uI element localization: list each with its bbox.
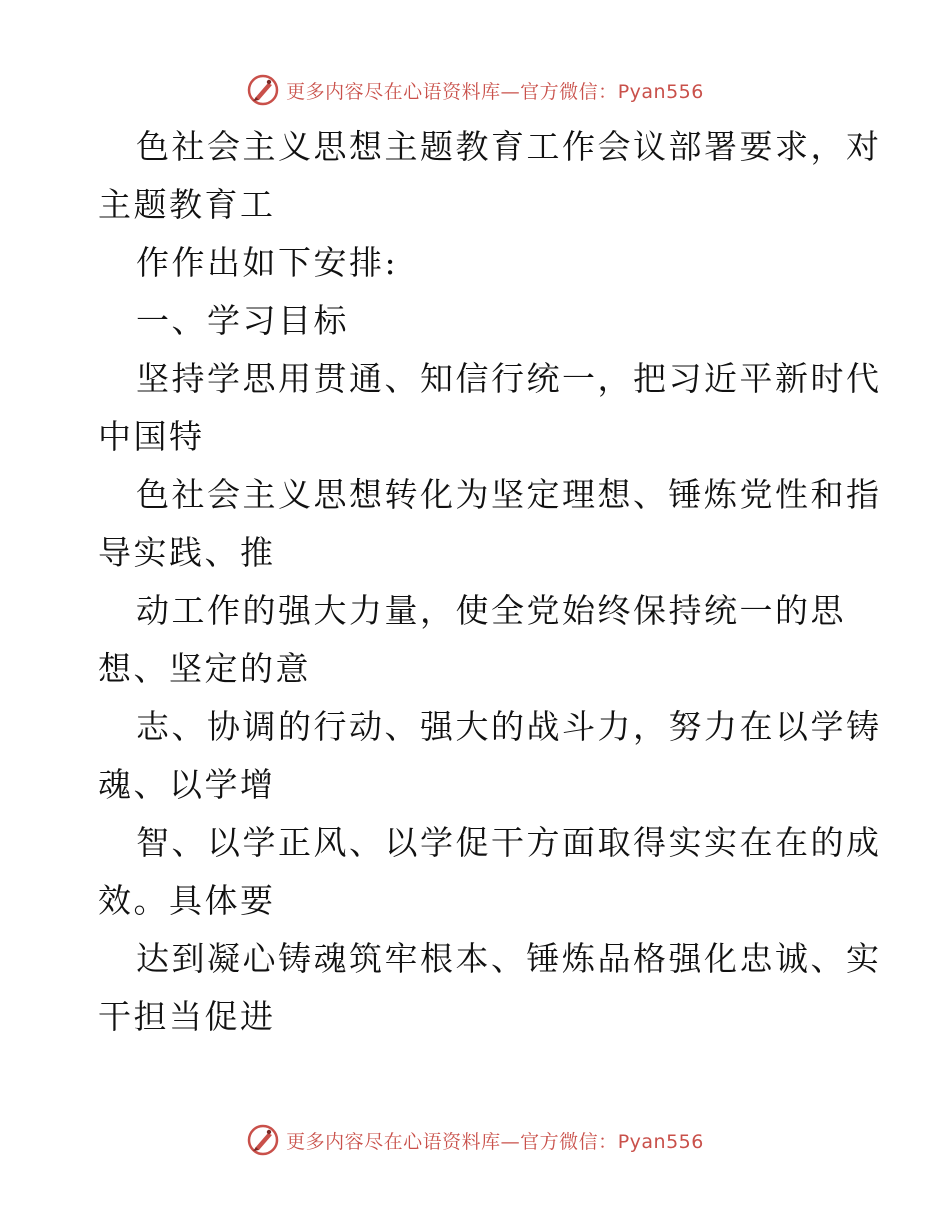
body-line: 魂、以学增 xyxy=(98,765,276,804)
body-line: 智、以学正风、以学促干方面取得实实在在的成 xyxy=(136,823,882,862)
body-line: 动工作的强大力量，使全党始终保持统一的思 xyxy=(136,591,846,630)
header-site-name: 更多内容尽在心语资料库 xyxy=(286,80,501,103)
body-line: 导实践、推 xyxy=(98,533,276,572)
quill-pen-logo-icon xyxy=(246,1123,280,1157)
body-line: 色社会主义思想主题教育工作会议部署要求，对 xyxy=(136,127,882,166)
footer-banner xyxy=(0,1120,950,1160)
header-banner xyxy=(0,70,950,110)
footer-wechat-label: 官方微信： xyxy=(520,1130,618,1153)
body-line: 色社会主义思想转化为坚定理想、锤炼党性和指 xyxy=(136,475,882,514)
body-line: 达到凝心铸魂筑牢根本、锤炼品格强化忠诚、实 xyxy=(136,939,882,978)
quill-pen-logo-icon xyxy=(246,73,280,107)
body-line: 想、坚定的意 xyxy=(98,649,311,688)
body-line: 中国特 xyxy=(98,417,205,456)
section-heading: 一、学习目标 xyxy=(136,301,349,340)
body-line: 效。具体要 xyxy=(98,881,276,920)
body-line: 作作出如下安排: xyxy=(136,243,399,282)
header-separator: — xyxy=(500,80,521,103)
footer-text xyxy=(286,1127,704,1154)
body-line: 志、协调的行动、强大的战斗力，努力在以学铸 xyxy=(136,707,882,746)
header-text xyxy=(286,77,704,104)
document-body xyxy=(98,118,882,1046)
body-line: 主题教育工 xyxy=(98,185,276,224)
body-line: 干担当促进 xyxy=(98,997,276,1036)
header-wechat-label: 官方微信： xyxy=(520,80,618,103)
footer-site-name: 更多内容尽在心语资料库 xyxy=(286,1130,501,1153)
footer-wechat-id: Pyan556 xyxy=(617,1130,704,1153)
body-line: 坚持学思用贯通、知信行统一，把习近平新时代 xyxy=(136,359,882,398)
header-wechat-id: Pyan556 xyxy=(617,80,704,103)
footer-separator: — xyxy=(500,1130,521,1153)
